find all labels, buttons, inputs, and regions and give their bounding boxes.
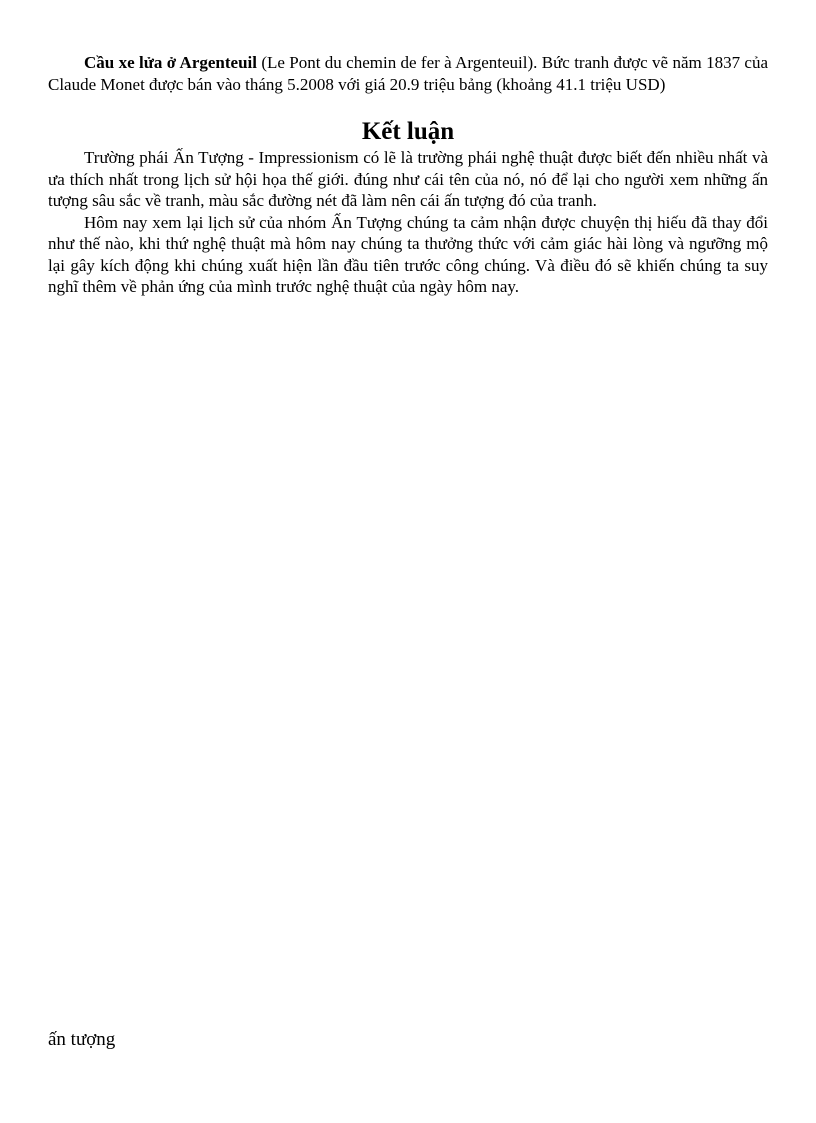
page-footer: ấn tượng bbox=[48, 1029, 116, 1050]
painting-caption bbox=[48, 52, 768, 95]
conclusion-heading: Kết luận bbox=[361, 118, 455, 145]
painting-title: Cầu xe lửa ở Argenteuil bbox=[84, 53, 257, 72]
conclusion-paragraph-2: Hôm nay xem lại lịch sử của nhóm Ấn Tượng chúng ta cảm nhận được chuyện thị hiếu đã thay đổi như thế nào, khi thứ nghệ thuật mà hôm nay chúng ta thưởng thức với cảm giác hài lòng và ngưỡng mộ lại gây kích động khi chúng xuất hiện lần đầu tiên trước công chúng. Và điều đó sẽ khiến chúng ta suy nghĩ thêm về phản ứng của mình trước nghệ thuật của ngày hôm nay. bbox=[48, 212, 768, 296]
conclusion-paragraph-1: Trường phái Ấn Tượng - Impressionism có lẽ là trường phái nghệ thuật được biết đến nhiều nhất và ưa thích nhất trong lịch sử hội họa thế giới. đúng như cái tên của nó, nó để lại cho người xem những ấn tượng sâu sắc về tranh, màu sắc đường nét đã làm nên cái ấn tượng đó của tranh. bbox=[48, 148, 768, 210]
painting-description: (Le Pont du chemin de fer à Argenteuil). Bức tranh được vẽ năm 1837 của Claude Monet được bán vào tháng 5.2008 với giá 20.9 triệu bảng (khoảng 41.1 triệu USD) bbox=[48, 53, 769, 94]
document-page bbox=[48, 52, 768, 298]
